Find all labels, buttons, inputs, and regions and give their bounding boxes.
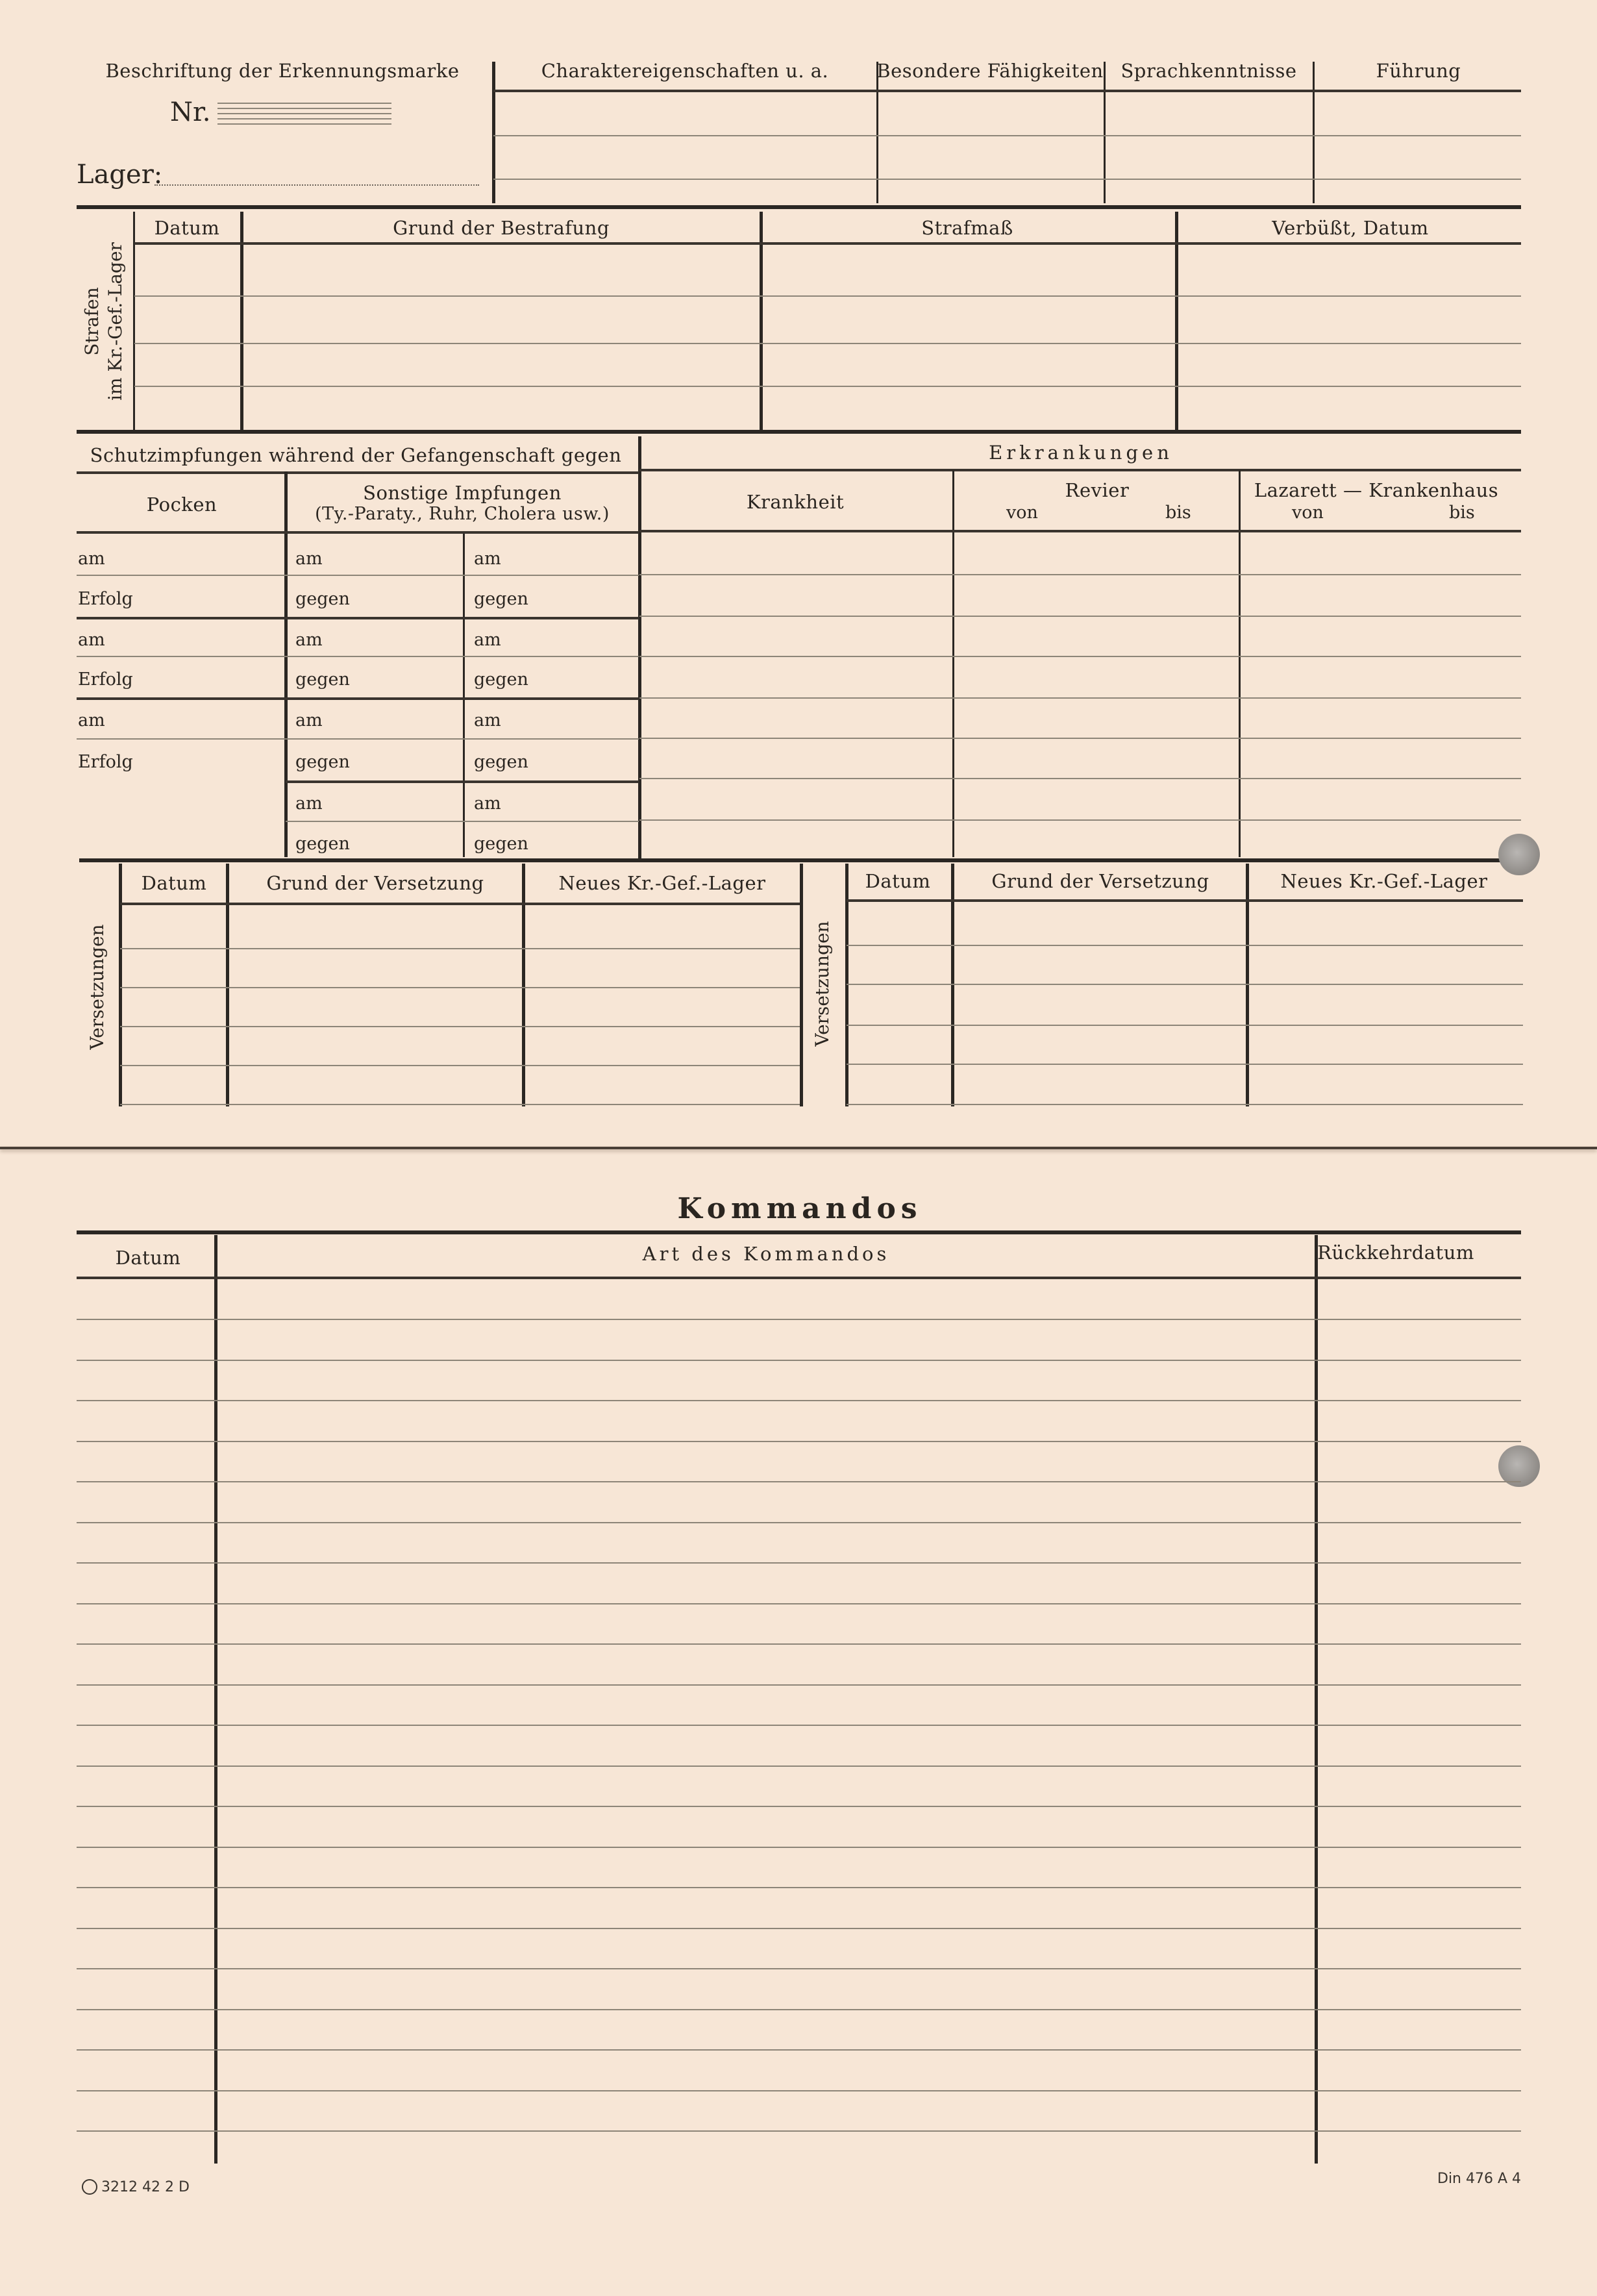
vers2-header-datum: Datum bbox=[865, 870, 931, 892]
pocken-erfolg-3: Erfolg bbox=[78, 752, 133, 772]
header-charakter: Charaktereigenschaften u. a. bbox=[541, 60, 829, 82]
kommandos-header-datum: Datum bbox=[115, 1247, 181, 1269]
kommandos-row-line bbox=[77, 1400, 1521, 1401]
fold-line bbox=[0, 1147, 1597, 1149]
kommandos-row-line bbox=[77, 2130, 1521, 2132]
kommandos-row-line bbox=[77, 1806, 1521, 1807]
sonstige-header-1: Sonstige Impfungen bbox=[363, 482, 562, 504]
kommandos-row-line bbox=[77, 1319, 1521, 1320]
beschriftung-title: Beschriftung der Erkennungsmarke bbox=[105, 60, 460, 82]
header-sprachkenntnisse: Sprachkenntnisse bbox=[1120, 60, 1297, 82]
punch-hole-1 bbox=[1498, 834, 1540, 875]
kommandos-header-art: Art des Kommandos bbox=[642, 1243, 890, 1265]
impfungen-title: Schutzimpfungen während der Gefangenschaft gegen bbox=[90, 444, 622, 466]
sonst-am-4b: am bbox=[474, 793, 501, 814]
pocken-erfolg-2: Erfolg bbox=[78, 669, 133, 690]
sonst-gegen-3b: gegen bbox=[474, 752, 528, 772]
kommandos-row-line bbox=[77, 1684, 1521, 1686]
kommandos-header-rueckkehr: Rückkehrdatum bbox=[1317, 1242, 1474, 1264]
sonst-am-3b: am bbox=[474, 710, 501, 730]
vers1-header-datum: Datum bbox=[141, 872, 207, 894]
lager-label: Lager: bbox=[77, 160, 163, 190]
sonst-gegen-4b: gegen bbox=[474, 834, 528, 854]
publisher-seal-icon bbox=[82, 2179, 97, 2195]
pocken-erfolg-1: Erfolg bbox=[78, 589, 133, 609]
lager-field[interactable] bbox=[155, 184, 479, 186]
sonst-am-2b: am bbox=[474, 630, 501, 650]
kommandos-row-line bbox=[77, 2090, 1521, 2091]
sonst-gegen-2b: gegen bbox=[474, 669, 528, 690]
kommandos-row-line bbox=[77, 1522, 1521, 1523]
revier-header: Revier bbox=[1065, 479, 1130, 501]
sonst-gegen-3a: gegen bbox=[295, 752, 350, 772]
revier-bis: bis bbox=[1165, 503, 1191, 523]
kommandos-row-line bbox=[77, 2009, 1521, 2010]
footer-left: 3212 42 2 D bbox=[101, 2179, 190, 2195]
kommandos-row-line bbox=[77, 1887, 1521, 1888]
sonstige-header-2: (Ty.-Paraty., Ruhr, Cholera usw.) bbox=[315, 504, 610, 524]
sonst-gegen-1a: gegen bbox=[295, 589, 350, 609]
header-faehigkeiten: Besondere Fähigkeiten bbox=[876, 60, 1104, 82]
kommandos-row-line bbox=[77, 1360, 1521, 1361]
kommandos-row-line bbox=[77, 1481, 1521, 1482]
krankheit-header: Krankheit bbox=[746, 491, 845, 513]
vers2-header-lager: Neues Kr.-Gef.-Lager bbox=[1280, 870, 1488, 892]
kommandos-row-line bbox=[77, 1643, 1521, 1645]
sonst-gegen-4a: gegen bbox=[295, 834, 350, 854]
revier-von: von bbox=[1006, 503, 1038, 523]
versetzungen-side-label-1: Versetzungen bbox=[86, 924, 108, 1050]
vers1-header-grund: Grund der Versetzung bbox=[266, 872, 484, 894]
versetzungen-side-label-2: Versetzungen bbox=[811, 921, 833, 1047]
kommandos-row-line bbox=[77, 1441, 1521, 1442]
sonst-am-1b: am bbox=[474, 549, 501, 569]
pocken-header: Pocken bbox=[146, 493, 217, 516]
erkrankungen-title: Erkrankungen bbox=[989, 442, 1173, 464]
sonst-gegen-2a: gegen bbox=[295, 669, 350, 690]
strafen-side-label: Strafen im Kr.-Gef.-Lager bbox=[81, 242, 126, 401]
lazarett-header: Lazarett — Krankenhaus bbox=[1254, 479, 1499, 501]
sonst-am-4a: am bbox=[295, 793, 323, 814]
kommandos-row-line bbox=[77, 1603, 1521, 1604]
pocken-am-2: am bbox=[78, 630, 105, 650]
kommandos-row-line bbox=[77, 2049, 1521, 2051]
header-fuehrung: Führung bbox=[1376, 60, 1461, 82]
lazarett-von: von bbox=[1292, 503, 1324, 523]
strafen-header-grund: Grund der Bestrafung bbox=[393, 217, 610, 239]
pocken-am-1: am bbox=[78, 549, 105, 569]
nr-label: Nr. bbox=[170, 97, 211, 127]
kommandos-row-line bbox=[77, 1847, 1521, 1848]
pocken-am-3: am bbox=[78, 710, 105, 730]
kommandos-row-line bbox=[77, 1725, 1521, 1726]
kommandos-row-line bbox=[77, 1562, 1521, 1564]
kommandos-row-line bbox=[77, 1928, 1521, 1929]
sonst-am-1a: am bbox=[295, 549, 323, 569]
sonst-gegen-1b: gegen bbox=[474, 589, 528, 609]
kommandos-row-line bbox=[77, 1968, 1521, 1969]
footer-right: Din 476 A 4 bbox=[1437, 2171, 1522, 2187]
strafen-header-strafmass: Strafmaß bbox=[921, 217, 1013, 239]
strafen-header-datum: Datum bbox=[154, 217, 220, 239]
strafen-header-verbuesst: Verbüßt, Datum bbox=[1272, 217, 1429, 239]
sonst-am-3a: am bbox=[295, 710, 323, 730]
vers2-header-grund: Grund der Versetzung bbox=[991, 870, 1209, 892]
lazarett-bis: bis bbox=[1449, 503, 1475, 523]
kommandos-title: Kommandos bbox=[677, 1192, 922, 1225]
vers1-header-lager: Neues Kr.-Gef.-Lager bbox=[558, 872, 766, 894]
kommandos-row-line bbox=[77, 1766, 1521, 1767]
sonst-am-2a: am bbox=[295, 630, 323, 650]
nr-field[interactable] bbox=[217, 103, 391, 129]
